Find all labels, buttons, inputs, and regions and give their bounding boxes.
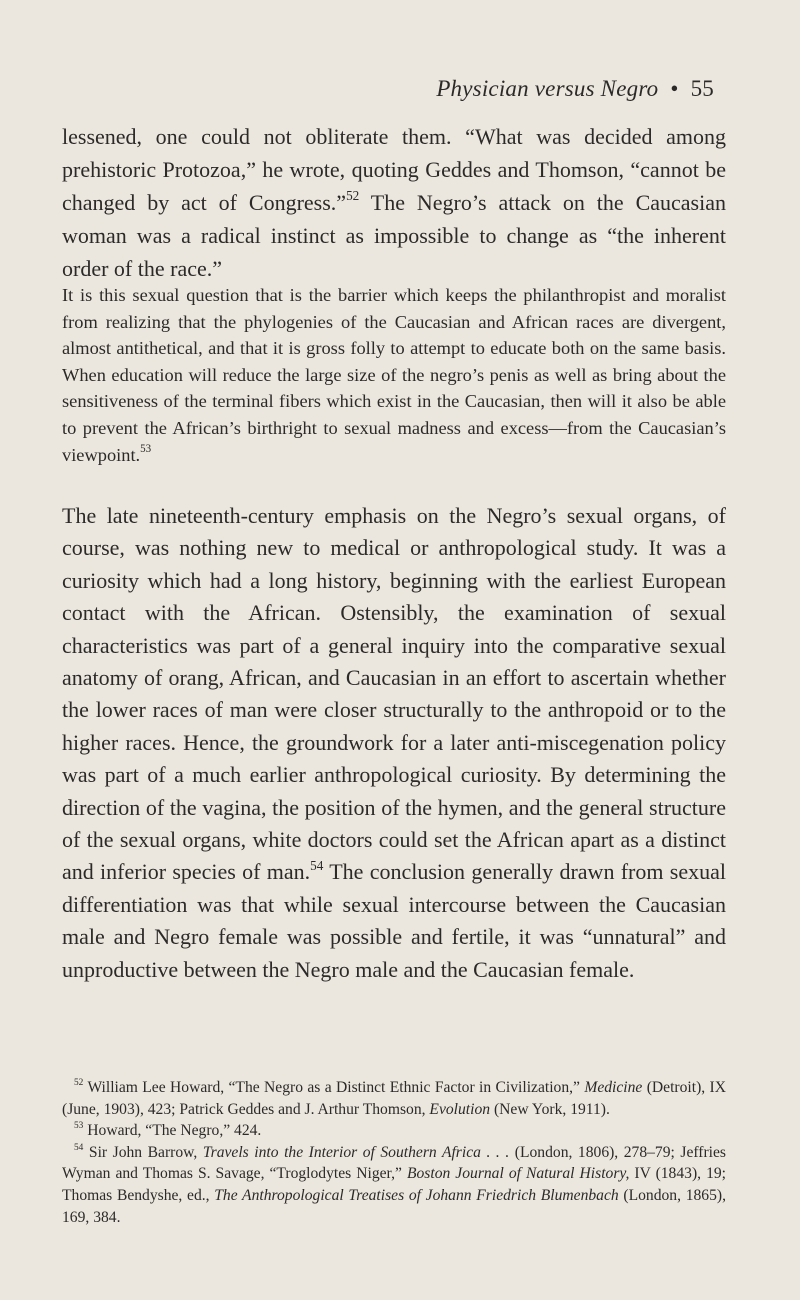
note-ref-54: 54 [310,857,324,873]
running-header [436,76,714,102]
footnote-title: Evolution [429,1100,491,1118]
paragraph2-text-a: The late nineteenth-century emphasis on the Negro’s sexual organs, of course, was nothing new to medical or anthropological study. It was a curiosity which had a long history, beginning with the earliest European contact with the African. Ostensibly, the examination of sexual characteristics was part of a general inquiry into the comparative sexual anatomy of orang, African, and Caucasian in an effort to ascertain whether the lower races of man were closer structurally to the anthropoid or to the higher races. Hence, the groundwork for a later anti-miscegenation policy was part of a much earlier anthropological curiosity. By determining the direction of the vagina, the position of the hymen, and the general structure of the sexual organs, white doctors could set the African apart as a distinct and inferior species of man. [62,503,726,885]
footnote-54 [62,1142,726,1228]
footnote-text: (London, 1806), 278–79; Jeffries Wyman and Thomas S. Savage, “Troglodytes Niger,” [62,1143,727,1183]
paragraph-continued [62,120,726,285]
footnote-number: 52 [74,1077,84,1088]
footnote-text: Sir John Barrow, [83,1143,203,1161]
footnote-text: (London, 1865), 169, 384. [62,1186,726,1226]
footnote-text: IV (1843), 19; Thomas Bendyshe, ed., [62,1165,726,1204]
running-title: Physician versus Negro [436,76,659,101]
note-ref-53: 53 [140,443,152,456]
note-ref-52: 52 [346,188,360,204]
block-quote-text: It is this sexual question that is the barrier which keeps the philanthropist and moralist from realizing that the phylogenies of the Caucasian and African races are divergent, almost antithetical, and that it is gross folly to attempt to educate both on the same basis. When education will reduce the large size of the negro’s penis as well as bring about the sensitiveness of the terminal fibers which exist in the Caucasian, then will it also be able to prevent the African’s birthright to sexual madness and excess—from the Caucasian’s viewpoint. [62,285,726,465]
paragraph-body [62,500,726,986]
footnote-text: Howard, “The Negro,” 424. [83,1122,262,1140]
footnote-number: 54 [74,1142,84,1153]
page-number: 55 [690,76,714,101]
paragraph1-text-a: lessened, one could not obliterate them. “What was decided among prehistoric Protozoa,” he wrote, quoting Geddes and Thomson, “cannot be changed by act of Congress.” [62,124,726,215]
footnote-title: Boston Journal of Natural History, [406,1165,630,1183]
footnote-number: 53 [74,1121,84,1132]
footnote-title: Travels into the Interior of Southern Africa . . . [202,1143,510,1161]
header-separator: • [670,76,679,101]
footnote-title: The Anthropological Treatises of Johann Friedrich Blumenbach [214,1186,619,1204]
footnote-text: William Lee Howard, “The Negro as a Distinct Ethnic Factor in Civilization,” [83,1079,585,1096]
footnote-53 [62,1120,726,1142]
footnote-title: Medicine [584,1079,643,1096]
footnotes [62,1077,726,1228]
footnote-52 [62,1077,726,1120]
footnote-text: (Detroit), IX (June, 1903), 423; Patrick Geddes and J. Arthur Thomson, [62,1079,726,1118]
footnote-text: (New York, 1911). [490,1100,610,1118]
block-quote [62,282,726,468]
paragraph2-text-b: The conclusion generally drawn from sexual differentiation was that while sexual intercourse between the Caucasian male and Negro female was possible and fertile, it was “unnatural” and unproductive between the Negro male and the Caucasian female. [62,859,726,982]
paragraph1-text-b: The Negro’s attack on the Caucasian woman was a radical instinct as impossible to change as “the inherent order of the race.” [62,190,727,281]
